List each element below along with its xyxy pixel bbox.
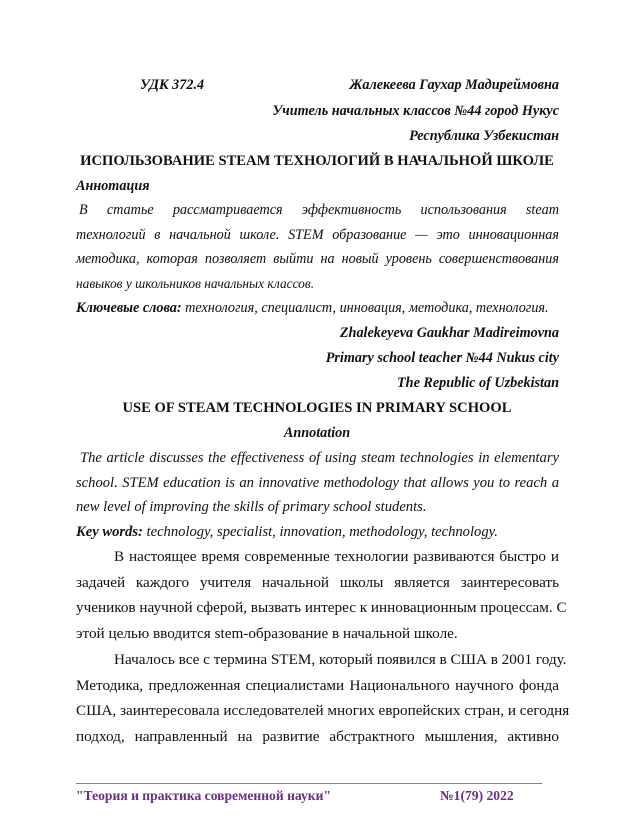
- paper-title-ru: ИСПОЛЬЗОВАНИЕ STEAM ТЕХНОЛОГИЙ В НАЧАЛЬНОЙ ШКОЛЕ: [80, 153, 554, 169]
- body-line: В настоящее время современные технологии развиваются быстро и: [114, 548, 559, 565]
- body-line: учеников научной сферой, вызвать интерес к инновационным процессам. С: [76, 599, 567, 616]
- abstract-heading-ru: Аннотация: [76, 178, 150, 194]
- body-line: этой целью вводится stem-образование в начальной школе.: [76, 625, 458, 642]
- author-country-ru: Республика Узбекистан: [409, 128, 559, 144]
- keywords-label-ru: Ключевые слова:: [76, 300, 182, 316]
- author-name-ru: Жалекеева Гаухар Мадиреймовна: [349, 77, 559, 93]
- abstract-line-ru: методика, которая позволяет выйти на новый уровень совершенствования: [76, 251, 559, 267]
- body-line: Началось все с термина STEM, который появился в США в 2001 году.: [114, 651, 567, 668]
- keywords-text-en: technology, specialist, innovation, methodology, technology.: [142, 524, 498, 540]
- footer-issue: №1(79) 2022: [440, 788, 514, 803]
- abstract-line-en: The article discusses the effectiveness of using steam technologies in elementary: [80, 450, 559, 466]
- keywords-text-ru: технология, специалист, инновация, методика, технология.: [181, 300, 549, 316]
- footer-journal: "Теория и практика современной науки": [76, 788, 332, 803]
- body-line: задачей каждого учителя начальной школы является заинтересовать: [76, 574, 559, 591]
- keywords-en: [76, 523, 498, 541]
- author-country-en: The Republic of Uzbekistan: [397, 375, 559, 391]
- abstract-line-en: school. STEM education is an innovative methodology that allows you to reach a: [76, 475, 559, 491]
- body-line: США, заинтересовала исследователей многих европейских стран, и сегодня: [76, 702, 570, 719]
- author-position-ru: Учитель начальных классов №44 город Нукус: [272, 103, 559, 119]
- author-position-en: Primary school teacher №44 Nukus city: [325, 350, 559, 366]
- footer-divider: [76, 783, 542, 784]
- abstract-heading-en: Annotation: [283, 425, 351, 441]
- body-line: Методика, предложенная специалистами Национального научного фонда: [76, 677, 559, 694]
- body-line: подход, направленный на развитие абстрактного мышления, активно: [76, 728, 559, 745]
- abstract-line-ru: В статье рассматривается эффективность использования steam: [79, 202, 559, 218]
- abstract-line-en: new level of improving the skills of primary school students.: [76, 499, 427, 515]
- keywords-label-en: Key words:: [76, 524, 143, 540]
- udk-code: УДК 372.4: [140, 77, 205, 93]
- abstract-line-ru: навыков у школьников начальных классов.: [76, 276, 315, 291]
- keywords-ru: [76, 299, 549, 317]
- author-name-en: Zhalekeyeva Gaukhar Madireimovna: [339, 325, 559, 341]
- abstract-line-ru: технологий в начальной школе. STEM образование — это инновационная: [76, 227, 559, 243]
- paper-title-en: USE OF STEAM TECHNOLOGIES IN PRIMARY SCHOOL: [122, 400, 512, 416]
